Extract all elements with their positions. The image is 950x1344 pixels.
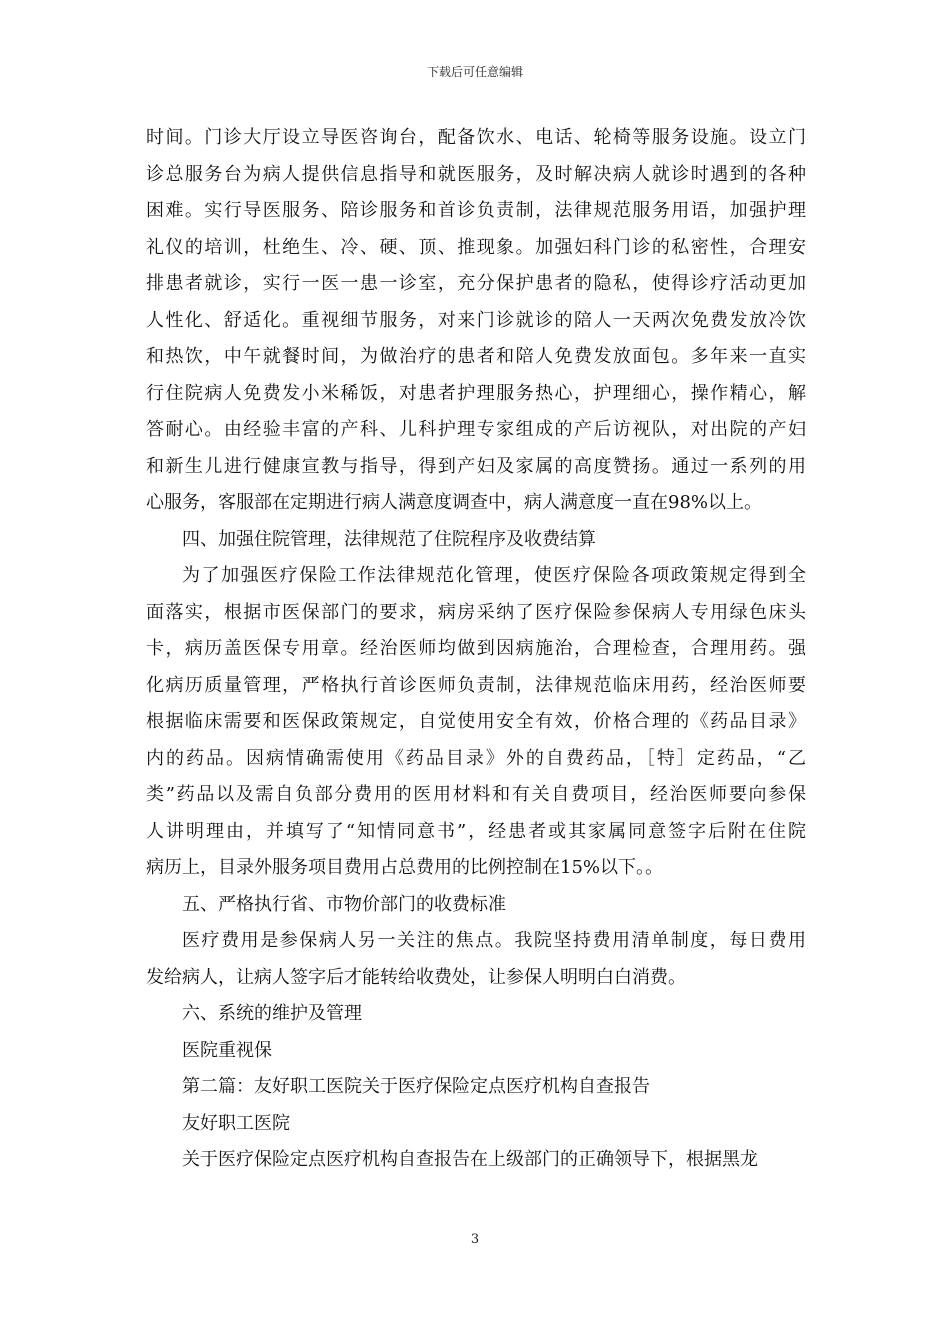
text-line: 病历上，目录外服务项目费用占总费用的比例控制在15%以下。。 xyxy=(146,857,664,878)
text-line: 心服务，客服部在定期进行病人满意度调查中，病人满意度一直在98%以上。 xyxy=(146,492,763,513)
text-line: 时间。门诊大厅设立导医咨询台，配备饮水、电话、轮椅等服务设施。设立门 xyxy=(146,127,806,148)
paragraph xyxy=(146,996,806,1033)
text-line: 第二篇：友好职工医院关于医疗保险定点医疗机构自查报告 xyxy=(182,1076,650,1097)
text-line: 六、系统的维护及管理 xyxy=(182,1003,362,1024)
paragraph xyxy=(146,558,806,887)
paragraph xyxy=(146,1106,806,1143)
text-line: 友好职工医院 xyxy=(182,1112,290,1134)
text-line: 人讲明理由，并填写了“知情同意书”，经患者或其家属同意签字后附在住院 xyxy=(146,820,806,842)
text-line: 行住院病人免费发小米稀饭，对患者护理服务热心，护理细心，操作精心，解 xyxy=(146,382,806,404)
text-line: 医疗费用是参保病人另一关注的焦点。我院坚持费用清单制度，每日费用 xyxy=(182,930,806,951)
paragraph xyxy=(146,522,806,559)
paragraph xyxy=(146,1033,806,1070)
document-body xyxy=(146,120,806,1179)
text-line: 和热饮，中午就餐时间，为做治疗的患者和陪人免费发放面包。多年来一直实 xyxy=(146,346,806,367)
text-line: 内的药品。因病情确需使用《药品目录》外的自费药品，［特］定药品，“乙 xyxy=(146,747,806,769)
text-line: 人性化、舒适化。重视细节服务，对来门诊就诊的陪人一天两次免费发放冷饮 xyxy=(146,309,806,331)
text-line: 面落实，根据市医保部门的要求，病房采纳了医疗保险参保病人专用绿色床头 xyxy=(146,601,806,623)
paragraph xyxy=(146,1069,806,1106)
page-header: 下载后可任意编辑 xyxy=(426,65,523,79)
text-line: 类”药品以及需自负部分费用的医用材料和有关自费项目，经治医师要向参保 xyxy=(146,784,806,805)
paragraph xyxy=(146,1142,806,1179)
page-number: 3 xyxy=(470,1232,480,1247)
text-line: 五、严格执行省、市物价部门的收费标准 xyxy=(182,893,506,915)
paragraph xyxy=(146,120,806,522)
text-line: 卡，病历盖医保专用章。经治医师均做到因病施治，合理检查，合理用药。强 xyxy=(146,638,806,659)
text-line: 排患者就诊，实行一医一患一诊室，充分保护患者的隐私，使得诊疗活动更加 xyxy=(146,273,806,294)
text-line: 为了加强医疗保险工作法律规范化管理，使医疗保险各项政策规定得到全 xyxy=(182,565,806,586)
text-line: 根据临床需要和医保政策规定，自觉使用安全有效，价格合理的《药品目录》 xyxy=(146,711,806,732)
paragraph xyxy=(146,887,806,924)
text-line: 发给病人，让病人签字后才能转给收费处，让参保人明明白白消费。 xyxy=(146,966,686,988)
text-line: 关于医疗保险定点医疗机构自查报告在上级部门的正确领导下，根据黑龙 xyxy=(182,1149,758,1170)
text-line: 答耐心。由经验丰富的产科、儿科护理专家组成的产后访视队，对出院的产妇 xyxy=(146,419,806,440)
text-line: 化病历质量管理，严格执行首诊医师负责制，法律规范临床用药，经治医师要 xyxy=(146,674,806,696)
text-line: 四、加强住院管理，法律规范了住院程序及收费结算 xyxy=(182,528,596,550)
text-line: 礼仪的培训，杜绝生、冷、硬、顶、推现象。加强妇科门诊的私密性，合理安 xyxy=(146,236,806,258)
text-line: 困难。实行导医服务、陪诊服务和首诊负责制，法律规范服务用语，加强护理 xyxy=(146,200,806,221)
text-line: 和新生儿进行健康宣教与指导，得到产妇及家属的高度赞扬。通过一系列的用 xyxy=(146,455,806,477)
text-line: 诊总服务台为病人提供信息指导和就医服务，及时解决病人就诊时遇到的各种 xyxy=(146,163,806,185)
text-line: 医院重视保 xyxy=(182,1039,272,1061)
paragraph xyxy=(146,923,806,996)
